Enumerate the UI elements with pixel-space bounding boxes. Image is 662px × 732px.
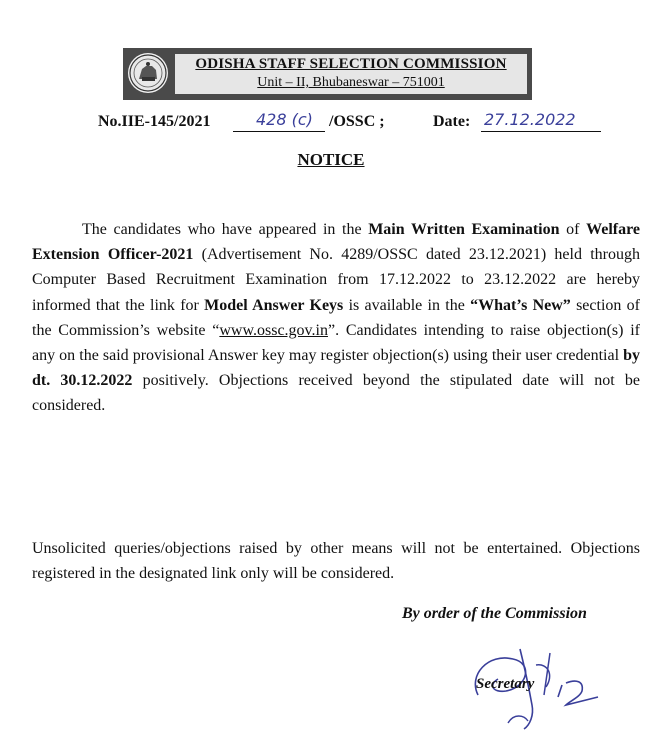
- date-underline: [481, 131, 601, 132]
- commission-address: Unit – II, Bhubaneswar – 751001: [257, 75, 445, 90]
- notice-paragraph-2: Unsolicited queries/objections raised by other means will not be entertained. Objections registered in the designated link only will be considered.: [32, 540, 640, 583]
- letterhead-text: [175, 54, 527, 94]
- by-order-line: By order of the Commission: [402, 605, 587, 622]
- signatory-title: Secretary: [476, 676, 535, 692]
- model-answer-keys: Model Answer Keys: [204, 296, 344, 314]
- reference-line: [98, 110, 618, 136]
- handwritten-date: 27.12.2022: [484, 110, 576, 129]
- commission-name: ODISHA STAFF SELECTION COMMISSION: [195, 56, 507, 72]
- notice-title: NOTICE: [297, 150, 365, 169]
- date-label: Date:: [433, 113, 471, 130]
- whats-new-section: “What’s New”: [470, 296, 571, 314]
- reference-number-prefix: No.IIE-145/2021: [98, 113, 211, 130]
- notice-paragraph-1: The candidates who have appeared in the Main Written Examination of Welfare Extension Officer-2021 (Advertisement No. 4289/OSSC dated 23.12.2021) held through Computer Based Recruitment Examination from 17.12.2022 to 23.12.2022 are hereby informed that the link for Model Answer Keys is available in the “What’s New” section of the Commission’s website “www.ossc.gov.in”. Candidates intending to raise objection(s) if any on the said provisional Answer key may register objection(s) using their user credential by dt. 30.12.2022 positively. Objections received beyond the stipulated date will not be considered.: [32, 221, 641, 415]
- number-underline: [233, 131, 325, 132]
- handwritten-letter-number: 428 (c): [256, 110, 313, 129]
- reference-number-suffix: /OSSC ;: [329, 113, 385, 130]
- post-name: Welfare Extension Officer-2021: [32, 221, 640, 264]
- odisha-state-emblem-icon: [128, 53, 168, 93]
- exam-name: Main Written Examination: [368, 221, 560, 238]
- deadline-date: by dt. 30.12.2022: [32, 347, 640, 390]
- website-link[interactable]: www.ossc.gov.in: [219, 321, 328, 339]
- letterhead: [123, 48, 532, 100]
